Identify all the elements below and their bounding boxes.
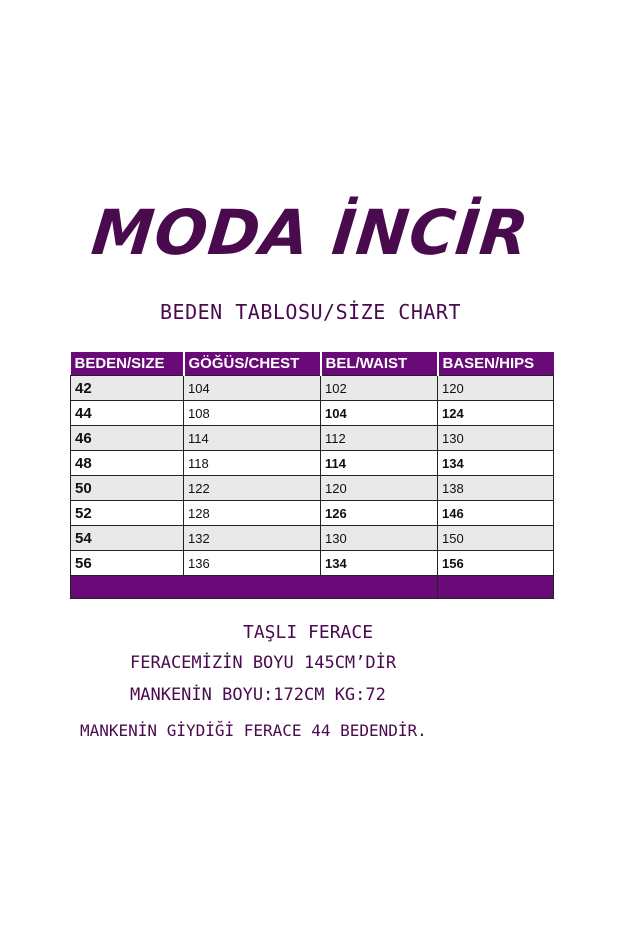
cell-waist: 134 xyxy=(321,551,438,576)
cell-size: 56 xyxy=(71,551,184,576)
product-name: TAŞLI FERACE xyxy=(243,622,374,643)
model-measurements: MANKENİN BOYU:172CM KG:72 xyxy=(130,685,386,705)
cell-waist: 102 xyxy=(321,376,438,401)
cell-waist: 120 xyxy=(321,476,438,501)
brand-logo: MODA İNCİR xyxy=(88,196,533,269)
table-row xyxy=(71,426,554,451)
cell-hips: 130 xyxy=(438,426,554,451)
cell-waist: 126 xyxy=(321,501,438,526)
header-hips: BASEN/HIPS xyxy=(438,352,554,376)
footer-bar-right xyxy=(438,576,554,599)
footer-bar-left xyxy=(71,576,438,599)
cell-hips: 120 xyxy=(438,376,554,401)
table-row xyxy=(71,526,554,551)
cell-chest: 118 xyxy=(184,451,321,476)
cell-waist: 104 xyxy=(321,401,438,426)
cell-hips: 138 xyxy=(438,476,554,501)
table-header-row xyxy=(71,352,554,376)
table-row xyxy=(71,476,554,501)
table-row xyxy=(71,551,554,576)
table-row xyxy=(71,376,554,401)
table-footer-bar xyxy=(71,576,554,599)
cell-size: 42 xyxy=(71,376,184,401)
cell-waist: 130 xyxy=(321,526,438,551)
cell-hips: 150 xyxy=(438,526,554,551)
cell-hips: 156 xyxy=(438,551,554,576)
cell-chest: 122 xyxy=(184,476,321,501)
product-length: FERACEMİZİN BOYU 145CM’DİR xyxy=(130,653,397,673)
cell-size: 44 xyxy=(71,401,184,426)
cell-size: 54 xyxy=(71,526,184,551)
cell-chest: 114 xyxy=(184,426,321,451)
cell-size: 46 xyxy=(71,426,184,451)
model-worn-size: MANKENİN GİYDİĞİ FERACE 44 BEDENDİR. xyxy=(80,721,427,740)
cell-waist: 114 xyxy=(321,451,438,476)
cell-hips: 124 xyxy=(438,401,554,426)
table-row xyxy=(71,451,554,476)
cell-size: 50 xyxy=(71,476,184,501)
header-waist: BEL/WAIST xyxy=(321,352,438,376)
cell-chest: 108 xyxy=(184,401,321,426)
header-chest: GÖĞÜS/CHEST xyxy=(184,352,321,376)
header-size: BEDEN/SIZE xyxy=(71,352,184,376)
cell-hips: 134 xyxy=(438,451,554,476)
cell-hips: 146 xyxy=(438,501,554,526)
cell-chest: 128 xyxy=(184,501,321,526)
cell-size: 52 xyxy=(71,501,184,526)
size-chart-title: BEDEN TABLOSU/SİZE CHART xyxy=(160,300,461,324)
cell-size: 48 xyxy=(71,451,184,476)
cell-waist: 112 xyxy=(321,426,438,451)
table-row xyxy=(71,401,554,426)
cell-chest: 104 xyxy=(184,376,321,401)
table-row xyxy=(71,501,554,526)
size-table xyxy=(70,352,554,599)
cell-chest: 132 xyxy=(184,526,321,551)
cell-chest: 136 xyxy=(184,551,321,576)
